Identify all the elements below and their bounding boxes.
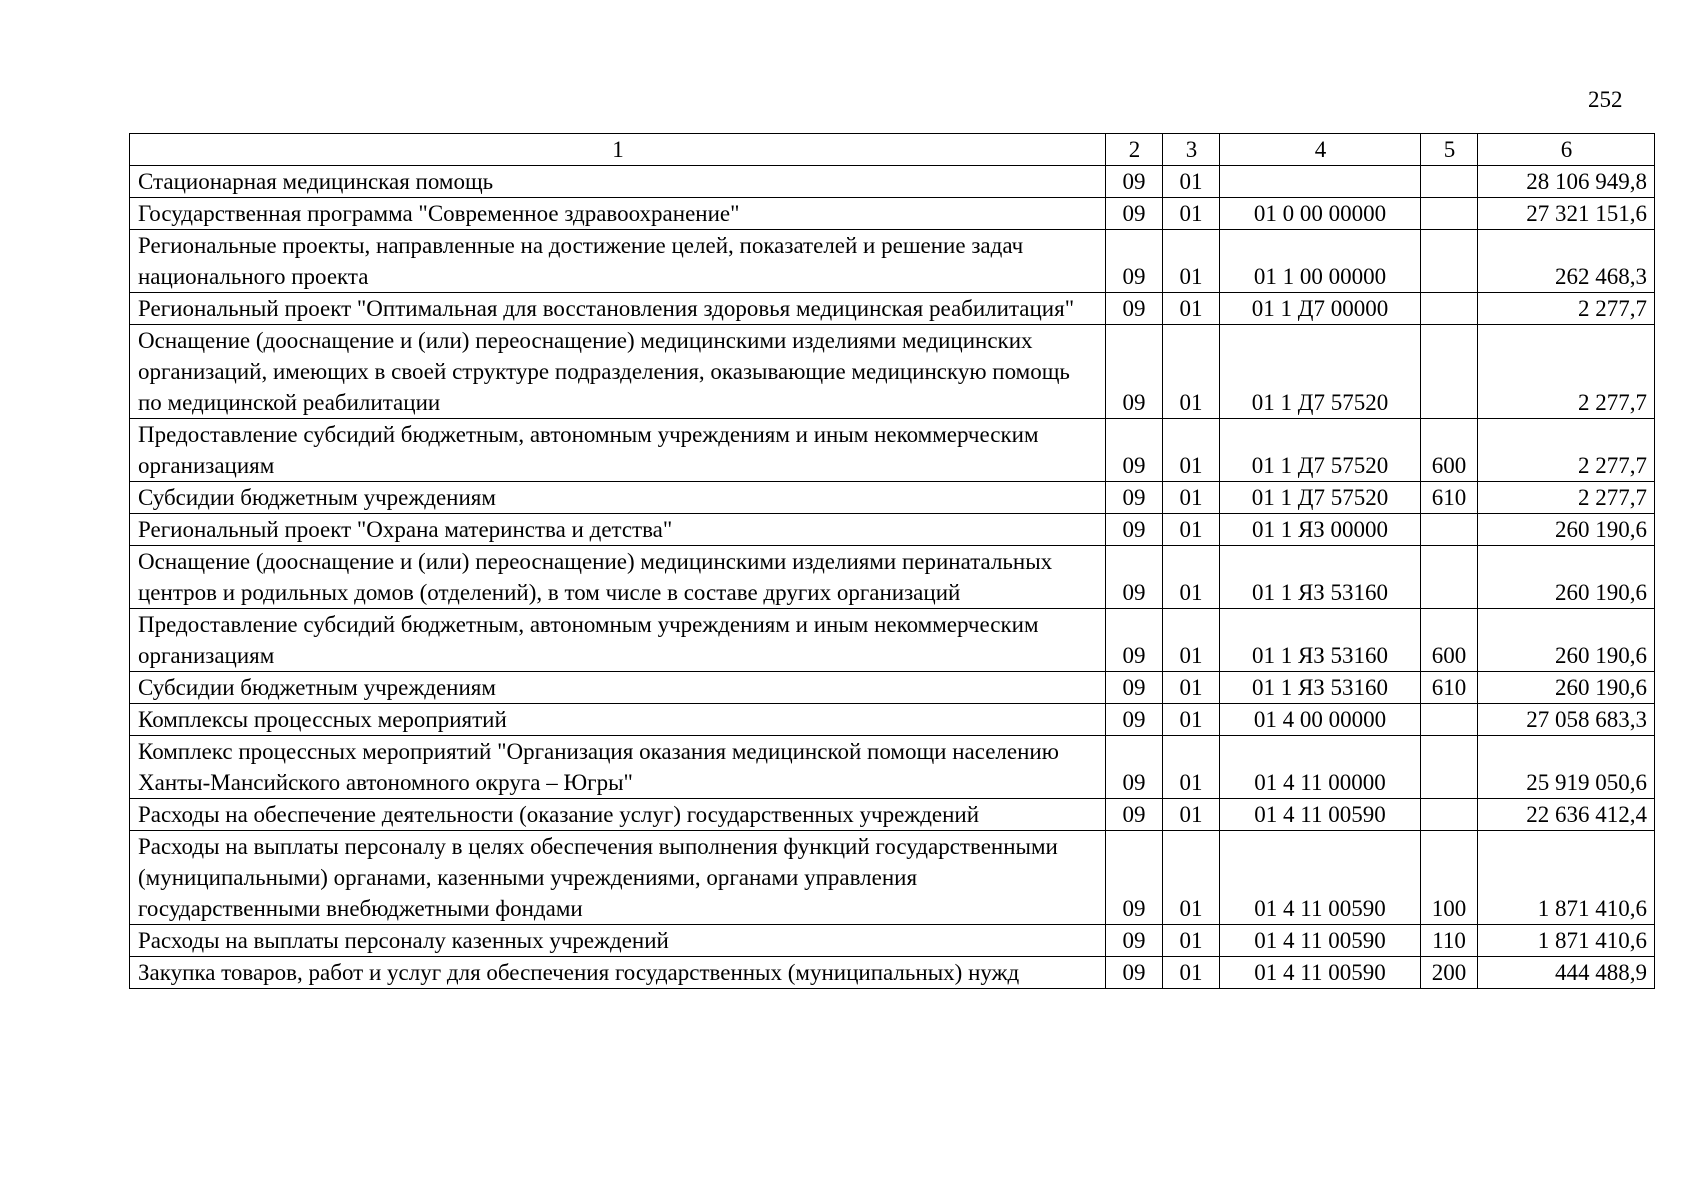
- table-row: [130, 293, 1655, 325]
- table-row: [130, 736, 1655, 799]
- cell-amount: 27 058 683,3: [1478, 704, 1655, 736]
- cell-expense-type: [1421, 736, 1478, 799]
- cell-target-code: 01 1 Д7 00000: [1220, 293, 1421, 325]
- cell-amount: 22 636 412,4: [1478, 799, 1655, 831]
- cell-subsection: 01: [1163, 198, 1220, 230]
- header-cell-section: 2: [1106, 134, 1163, 166]
- cell-subsection: 01: [1163, 925, 1220, 957]
- cell-target-code: 01 1 ЯЗ 53160: [1220, 672, 1421, 704]
- cell-target-code: 01 1 Д7 57520: [1220, 482, 1421, 514]
- cell-name: Комплекс процессных мероприятий "Организация оказания медицинской помощи населению Ханты-Мансийского автономного округа – Югры": [130, 736, 1106, 799]
- cell-expense-type: [1421, 546, 1478, 609]
- cell-section: 09: [1106, 198, 1163, 230]
- budget-table: [129, 133, 1655, 989]
- table-body: [130, 134, 1655, 989]
- cell-name: Закупка товаров, работ и услуг для обеспечения государственных (муниципальных) нужд: [130, 957, 1106, 989]
- cell-name: Региональный проект "Охрана материнства и детства": [130, 514, 1106, 546]
- cell-subsection: 01: [1163, 672, 1220, 704]
- table-row: [130, 672, 1655, 704]
- header-cell-target: 4: [1220, 134, 1421, 166]
- cell-subsection: 01: [1163, 419, 1220, 482]
- cell-amount: 28 106 949,8: [1478, 166, 1655, 198]
- cell-target-code: 01 4 00 00000: [1220, 704, 1421, 736]
- table-row: [130, 609, 1655, 672]
- cell-section: 09: [1106, 925, 1163, 957]
- cell-name: Оснащение (дооснащение и (или) переоснащение) медицинскими изделиями медицинских организаций, имеющих в своей структуре подразделения, оказывающие медицинскую помощь по медицинской реабилитации: [130, 325, 1106, 419]
- cell-expense-type: [1421, 704, 1478, 736]
- cell-expense-type: 110: [1421, 925, 1478, 957]
- cell-name: Предоставление субсидий бюджетным, автономным учреждениям и иным некоммерческим организациям: [130, 609, 1106, 672]
- cell-name: Расходы на выплаты персоналу казенных учреждений: [130, 925, 1106, 957]
- cell-amount: 1 871 410,6: [1478, 925, 1655, 957]
- table-row: [130, 230, 1655, 293]
- cell-amount: 260 190,6: [1478, 514, 1655, 546]
- cell-amount: 260 190,6: [1478, 672, 1655, 704]
- cell-amount: 2 277,7: [1478, 419, 1655, 482]
- cell-expense-type: 600: [1421, 419, 1478, 482]
- cell-target-code: 01 1 00 00000: [1220, 230, 1421, 293]
- table-row: [130, 166, 1655, 198]
- cell-subsection: 01: [1163, 230, 1220, 293]
- cell-amount: 2 277,7: [1478, 325, 1655, 419]
- cell-expense-type: [1421, 799, 1478, 831]
- cell-target-code: 01 4 11 00590: [1220, 799, 1421, 831]
- cell-subsection: 01: [1163, 514, 1220, 546]
- cell-target-code: 01 4 11 00590: [1220, 925, 1421, 957]
- cell-subsection: 01: [1163, 166, 1220, 198]
- page-number: 252: [1588, 87, 1623, 112]
- header-cell-amount: 6: [1478, 134, 1655, 166]
- cell-subsection: 01: [1163, 736, 1220, 799]
- table-row: [130, 325, 1655, 419]
- cell-name: Субсидии бюджетным учреждениям: [130, 482, 1106, 514]
- cell-section: 09: [1106, 325, 1163, 419]
- cell-expense-type: [1421, 166, 1478, 198]
- cell-target-code: [1220, 166, 1421, 198]
- cell-amount: 262 468,3: [1478, 230, 1655, 293]
- cell-section: 09: [1106, 799, 1163, 831]
- cell-target-code: 01 1 ЯЗ 00000: [1220, 514, 1421, 546]
- cell-amount: 25 919 050,6: [1478, 736, 1655, 799]
- cell-expense-type: [1421, 230, 1478, 293]
- cell-name: Региональный проект "Оптимальная для восстановления здоровья медицинская реабилитация": [130, 293, 1106, 325]
- cell-target-code: 01 4 11 00000: [1220, 736, 1421, 799]
- header-cell-expense-type: 5: [1421, 134, 1478, 166]
- cell-expense-type: [1421, 514, 1478, 546]
- cell-subsection: 01: [1163, 831, 1220, 925]
- cell-subsection: 01: [1163, 799, 1220, 831]
- cell-name: Расходы на выплаты персоналу в целях обеспечения выполнения функций государственными (муниципальными) органами, казенными учреждениями, органами управления государственными внебюджетными фондами: [130, 831, 1106, 925]
- cell-subsection: 01: [1163, 293, 1220, 325]
- cell-name: Комплексы процессных мероприятий: [130, 704, 1106, 736]
- cell-target-code: 01 1 Д7 57520: [1220, 325, 1421, 419]
- cell-name: Субсидии бюджетным учреждениям: [130, 672, 1106, 704]
- cell-amount: 2 277,7: [1478, 293, 1655, 325]
- cell-target-code: 01 1 ЯЗ 53160: [1220, 546, 1421, 609]
- cell-subsection: 01: [1163, 957, 1220, 989]
- cell-amount: 2 277,7: [1478, 482, 1655, 514]
- cell-section: 09: [1106, 166, 1163, 198]
- table-row: [130, 799, 1655, 831]
- cell-target-code: 01 4 11 00590: [1220, 957, 1421, 989]
- cell-subsection: 01: [1163, 704, 1220, 736]
- cell-expense-type: [1421, 293, 1478, 325]
- cell-expense-type: [1421, 325, 1478, 419]
- cell-section: 09: [1106, 293, 1163, 325]
- table-row: [130, 546, 1655, 609]
- table-header-row: [130, 134, 1655, 166]
- cell-expense-type: 600: [1421, 609, 1478, 672]
- cell-section: 09: [1106, 957, 1163, 989]
- cell-section: 09: [1106, 230, 1163, 293]
- cell-amount: 27 321 151,6: [1478, 198, 1655, 230]
- cell-subsection: 01: [1163, 546, 1220, 609]
- cell-section: 09: [1106, 482, 1163, 514]
- cell-target-code: 01 4 11 00590: [1220, 831, 1421, 925]
- cell-name: Расходы на обеспечение деятельности (оказание услуг) государственных учреждений: [130, 799, 1106, 831]
- cell-section: 09: [1106, 831, 1163, 925]
- cell-expense-type: 200: [1421, 957, 1478, 989]
- cell-name: Стационарная медицинская помощь: [130, 166, 1106, 198]
- cell-target-code: 01 0 00 00000: [1220, 198, 1421, 230]
- cell-section: 09: [1106, 546, 1163, 609]
- table-row: [130, 925, 1655, 957]
- cell-amount: 1 871 410,6: [1478, 831, 1655, 925]
- table-row: [130, 482, 1655, 514]
- cell-section: 09: [1106, 704, 1163, 736]
- cell-section: 09: [1106, 672, 1163, 704]
- table-row: [130, 514, 1655, 546]
- header-cell-name: 1: [130, 134, 1106, 166]
- cell-expense-type: 610: [1421, 672, 1478, 704]
- cell-subsection: 01: [1163, 482, 1220, 514]
- cell-expense-type: [1421, 198, 1478, 230]
- cell-name: Предоставление субсидий бюджетным, автономным учреждениям и иным некоммерческим организациям: [130, 419, 1106, 482]
- cell-name: Оснащение (дооснащение и (или) переоснащение) медицинскими изделиями перинатальных центров и родильных домов (отделений), в том числе в составе других организаций: [130, 546, 1106, 609]
- cell-section: 09: [1106, 514, 1163, 546]
- cell-section: 09: [1106, 609, 1163, 672]
- table-row: [130, 419, 1655, 482]
- cell-name: Государственная программа "Современное здравоохранение": [130, 198, 1106, 230]
- cell-subsection: 01: [1163, 609, 1220, 672]
- cell-section: 09: [1106, 736, 1163, 799]
- table-row: [130, 831, 1655, 925]
- cell-subsection: 01: [1163, 325, 1220, 419]
- table-row: [130, 198, 1655, 230]
- cell-amount: 260 190,6: [1478, 609, 1655, 672]
- cell-expense-type: 610: [1421, 482, 1478, 514]
- cell-target-code: 01 1 ЯЗ 53160: [1220, 609, 1421, 672]
- table-row: [130, 957, 1655, 989]
- cell-section: 09: [1106, 419, 1163, 482]
- cell-expense-type: 100: [1421, 831, 1478, 925]
- cell-target-code: 01 1 Д7 57520: [1220, 419, 1421, 482]
- cell-amount: 260 190,6: [1478, 546, 1655, 609]
- header-cell-subsection: 3: [1163, 134, 1220, 166]
- cell-name: Региональные проекты, направленные на достижение целей, показателей и решение задач национального проекта: [130, 230, 1106, 293]
- table-row: [130, 704, 1655, 736]
- cell-amount: 444 488,9: [1478, 957, 1655, 989]
